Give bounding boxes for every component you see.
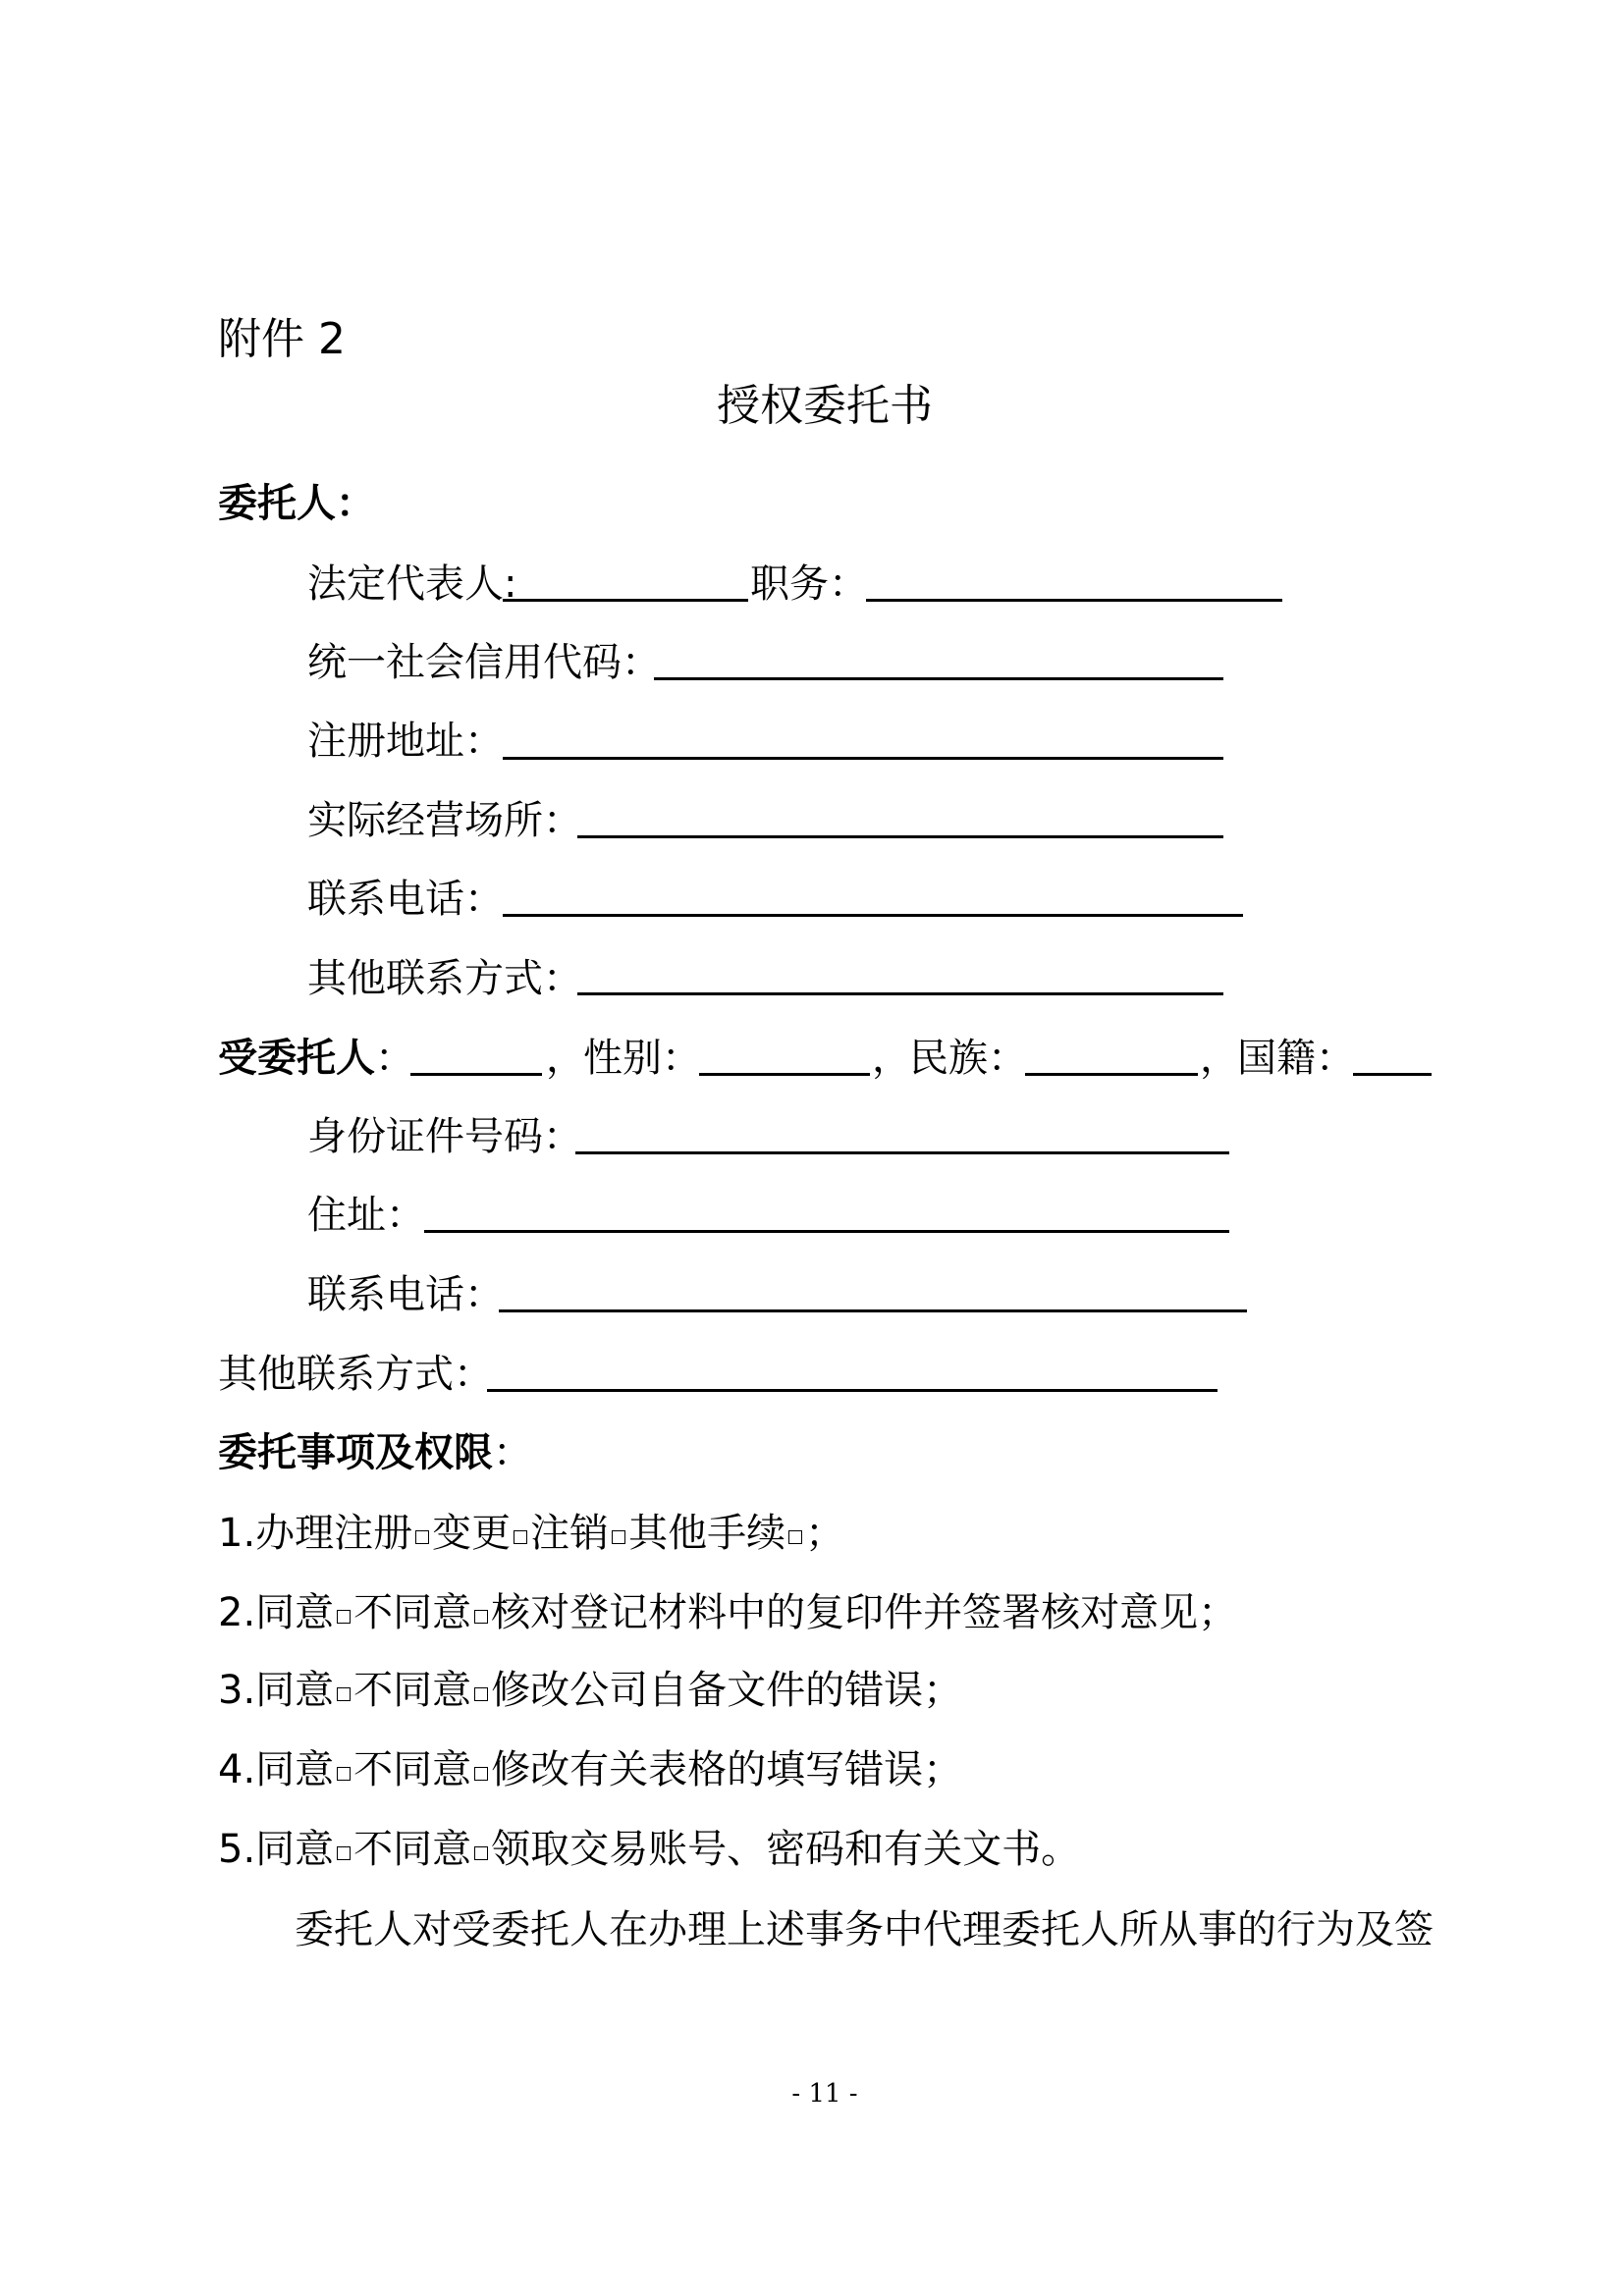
ethnicity-field[interactable] <box>1025 1073 1198 1076</box>
comma-3: ， <box>1200 1036 1239 1081</box>
nationality-field[interactable] <box>1353 1073 1432 1076</box>
body-paragraph: 委托人对受委托人在办理上述事务中代理委托人所从事的行为及签 <box>295 1907 1434 1952</box>
checkbox-disagree[interactable] <box>474 1846 488 1860</box>
matters-heading: 委托事项及权限 <box>218 1430 493 1475</box>
credit-code-field[interactable] <box>654 677 1223 680</box>
matter-item-3: 3.同意 不同意 修改公司自备文件的错误； <box>218 1668 963 1713</box>
gender-label: 性别： <box>583 1036 701 1081</box>
gender-field[interactable] <box>699 1073 870 1076</box>
credit-code-label: 统一社会信用代码： <box>307 640 661 685</box>
checkbox-agree[interactable] <box>337 1767 351 1781</box>
legal-rep-field[interactable] <box>503 599 748 602</box>
checkbox-disagree[interactable] <box>474 1687 488 1701</box>
matters-heading-line <box>218 1427 532 1478</box>
agent-other-contact-field[interactable] <box>487 1389 1218 1392</box>
agent-name-field[interactable] <box>410 1073 542 1076</box>
document-title: 授权委托书 <box>717 381 933 431</box>
matter-item-4: 4.同意 不同意 修改有关表格的填写错误； <box>218 1747 963 1792</box>
checkbox-register[interactable] <box>415 1530 429 1544</box>
matter-item-2: 2.同意 不同意 核对登记材料中的复印件并签署核对意见； <box>218 1590 1238 1635</box>
comma-2: ， <box>872 1036 911 1081</box>
checkbox-disagree[interactable] <box>474 1610 488 1624</box>
checkbox-agree[interactable] <box>337 1687 351 1701</box>
position-field[interactable] <box>866 599 1282 602</box>
matter-item-1: 1.办理注册 变更 注销 其他手续 ； <box>218 1511 845 1556</box>
checkbox-change[interactable] <box>514 1530 527 1544</box>
attachment-label: 附件 2 <box>218 314 346 364</box>
checkbox-other-procedures[interactable] <box>788 1530 802 1544</box>
agent-address-label: 住址： <box>307 1193 425 1238</box>
agent-phone-field[interactable] <box>499 1309 1247 1312</box>
nationality-label: 国籍： <box>1237 1036 1355 1081</box>
position-label: 职务： <box>750 561 868 607</box>
principal-heading: 委托人： <box>218 481 375 526</box>
principal-phone-field[interactable] <box>503 914 1243 917</box>
ethnicity-label: 民族： <box>909 1036 1027 1081</box>
principal-other-contact-label: 其他联系方式： <box>307 956 582 1001</box>
agent-other-contact-label: 其他联系方式： <box>218 1352 493 1397</box>
reg-address-field[interactable] <box>503 757 1223 760</box>
comma-1: ， <box>546 1036 585 1081</box>
legal-rep-label: 法定代表人: <box>307 561 517 607</box>
page-number: - 11 - <box>791 2079 858 2109</box>
checkbox-agree[interactable] <box>337 1610 351 1624</box>
reg-address-label: 注册地址： <box>307 719 504 764</box>
agent-address-field[interactable] <box>424 1230 1229 1233</box>
id-number-label: 身份证件号码： <box>307 1114 582 1159</box>
matter-item-5: 5.同意 不同意 领取交易账号、密码和有关文书。 <box>218 1827 1081 1872</box>
business-place-label: 实际经营场所： <box>307 798 582 843</box>
checkbox-disagree[interactable] <box>474 1767 488 1781</box>
checkbox-agree[interactable] <box>337 1846 351 1860</box>
id-number-field[interactable] <box>575 1151 1229 1154</box>
principal-phone-label: 联系电话： <box>307 877 504 922</box>
agent-line <box>218 1033 414 1084</box>
principal-other-contact-field[interactable] <box>577 992 1223 995</box>
agent-heading-colon: ： <box>375 1036 414 1081</box>
business-place-field[interactable] <box>577 835 1223 838</box>
checkbox-cancel[interactable] <box>612 1530 625 1544</box>
agent-phone-label: 联系电话： <box>307 1272 504 1317</box>
agent-heading: 受委托人 <box>218 1036 375 1081</box>
matters-heading-colon: ： <box>493 1430 532 1475</box>
